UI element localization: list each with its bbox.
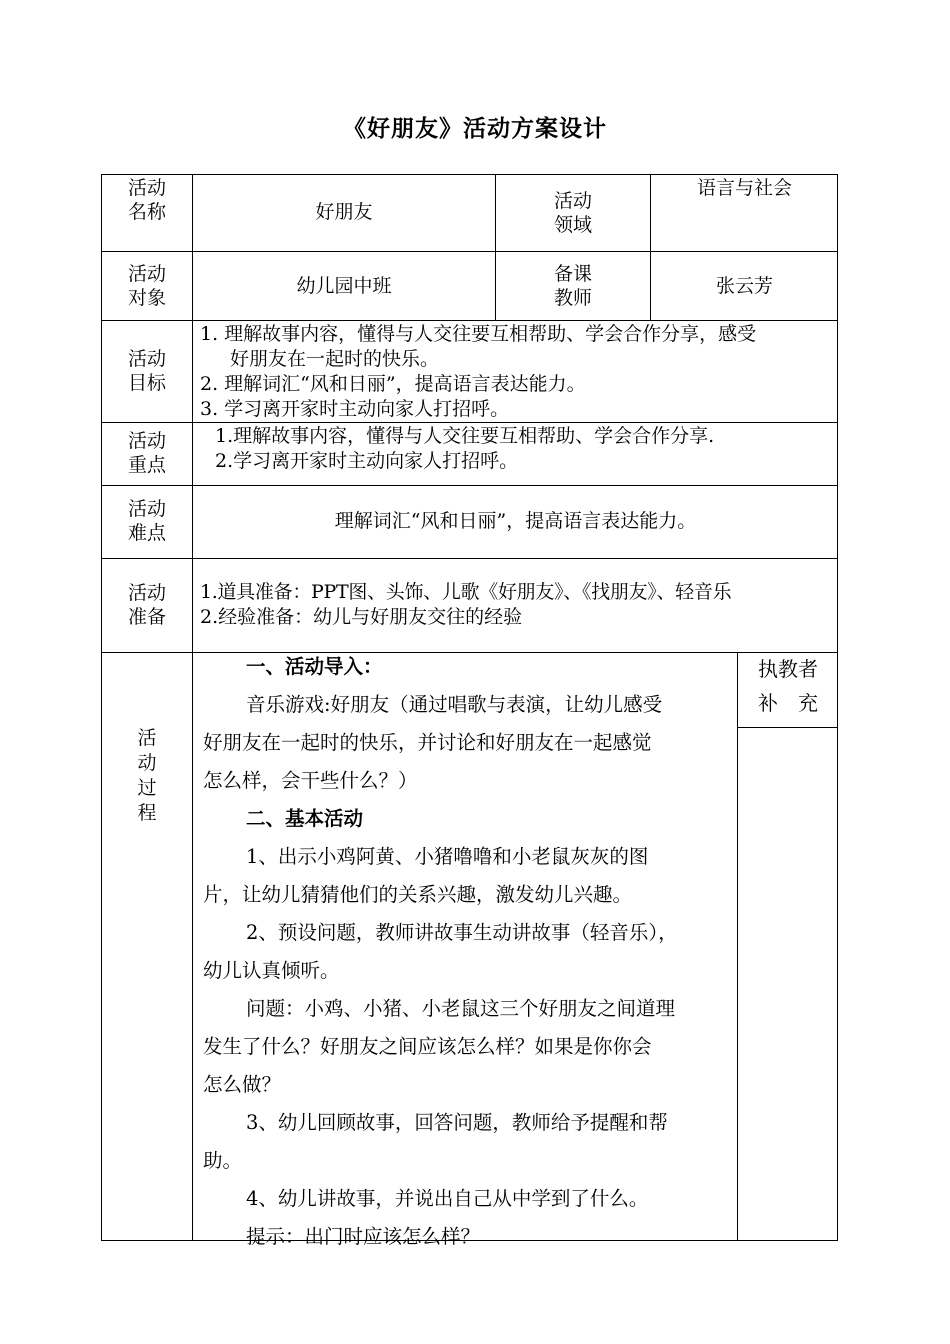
label-prep: 准备 — [127, 606, 166, 628]
paragraph-line: 音乐游戏:好朋友（通过唱歌与表演，让幼儿感受 — [246, 693, 663, 716]
paragraph-line: 助。 — [203, 1149, 243, 1172]
goal-line: 1. 理解故事内容，懂得与人交往要互相帮助、学会合作分享，感受 — [200, 323, 757, 345]
label-difficulty: 难点 — [127, 522, 166, 544]
label-teacher: 教师 — [553, 287, 592, 309]
paragraph-line: 好朋友在一起时的快乐，并讨论和好朋友在一起感觉 — [203, 731, 652, 754]
prep-line: 1.道具准备：PPT图、头饰、儿歌《好朋友》、《找朋友》、轻音乐 — [200, 581, 732, 603]
paragraph-line: 幼儿认真倾听。 — [203, 959, 340, 982]
section-heading: 二、基本活动 — [246, 807, 364, 830]
page-title: 《好朋友》活动方案设计 — [343, 116, 607, 142]
focus-line: 1.理解故事内容，懂得与人交往要互相帮助、学会合作分享. — [215, 425, 715, 447]
difficulty-value: 理解词汇“风和日丽”，提高语言表达能力。 — [334, 510, 697, 532]
label-name: 名称 — [127, 201, 166, 223]
process-label-char: 过 — [137, 777, 157, 799]
process-label-char: 动 — [137, 752, 157, 774]
goal-line: 3. 学习离开家时主动向家人打招呼。 — [200, 398, 510, 420]
goal-line: 2. 理解词汇“风和日丽”，提高语言表达能力。 — [200, 373, 586, 395]
paragraph-line: 怎么做？ — [203, 1073, 282, 1096]
side-supplement-label: 补 充 — [758, 691, 818, 715]
prep-line: 2.经验准备：幼儿与好朋友交往的经验 — [200, 606, 523, 628]
label-activity: 活动 — [127, 430, 166, 452]
label-focus: 重点 — [127, 454, 166, 476]
process-content — [203, 648, 728, 1256]
label-activity: 活动 — [127, 263, 166, 285]
paragraph-line: 提示：出门时应该怎么样？ — [246, 1225, 481, 1248]
focus-line: 2.学习离开家时主动向家人打招呼。 — [215, 450, 519, 472]
paragraph-line: 4、幼儿讲故事，并说出自己从中学到了什么。 — [246, 1187, 649, 1210]
label-domain: 领域 — [553, 214, 592, 236]
activity-name-value: 好朋友 — [315, 201, 373, 223]
teacher-name-value: 张云芳 — [715, 275, 773, 297]
paragraph-line: 1、出示小鸡阿黄、小猪噜噜和小老鼠灰灰的图 — [246, 845, 649, 868]
label-goals: 目标 — [127, 372, 166, 394]
paragraph-line: 片，让幼儿猜猜他们的关系兴趣，激发幼儿兴趣。 — [203, 883, 633, 906]
paragraph-line: 发生了什么？好朋友之间应该怎么样？如果是你你会 — [203, 1035, 652, 1058]
label-activity-2: 活动 — [553, 190, 592, 212]
paragraph-line: 问题：小鸡、小猪、小老鼠这三个好朋友之间道理 — [246, 997, 676, 1020]
activity-domain-value: 语言与社会 — [696, 177, 792, 199]
section-heading: 一、活动导入： — [246, 655, 383, 678]
label-activity: 活动 — [127, 348, 166, 370]
activity-target-value: 幼儿园中班 — [296, 275, 392, 297]
label-target: 对象 — [127, 287, 166, 309]
paragraph-line: 怎么样，会干些什么？） — [203, 769, 418, 792]
label-activity: 活动 — [127, 498, 166, 520]
paragraph-line: 2、预设问题，教师讲故事生动讲故事（轻音乐）， — [246, 921, 678, 944]
side-teacher-label: 执教者 — [758, 657, 818, 681]
process-label-char: 程 — [137, 802, 157, 824]
label-activity: 活动 — [127, 177, 166, 199]
goal-line: 好朋友在一起时的快乐。 — [230, 348, 440, 370]
paragraph-line: 3、幼儿回顾故事，回答问题，教师给予提醒和帮 — [246, 1111, 668, 1134]
process-label-char: 活 — [137, 727, 157, 749]
label-prepare: 备课 — [553, 263, 592, 285]
label-activity: 活动 — [127, 582, 166, 604]
